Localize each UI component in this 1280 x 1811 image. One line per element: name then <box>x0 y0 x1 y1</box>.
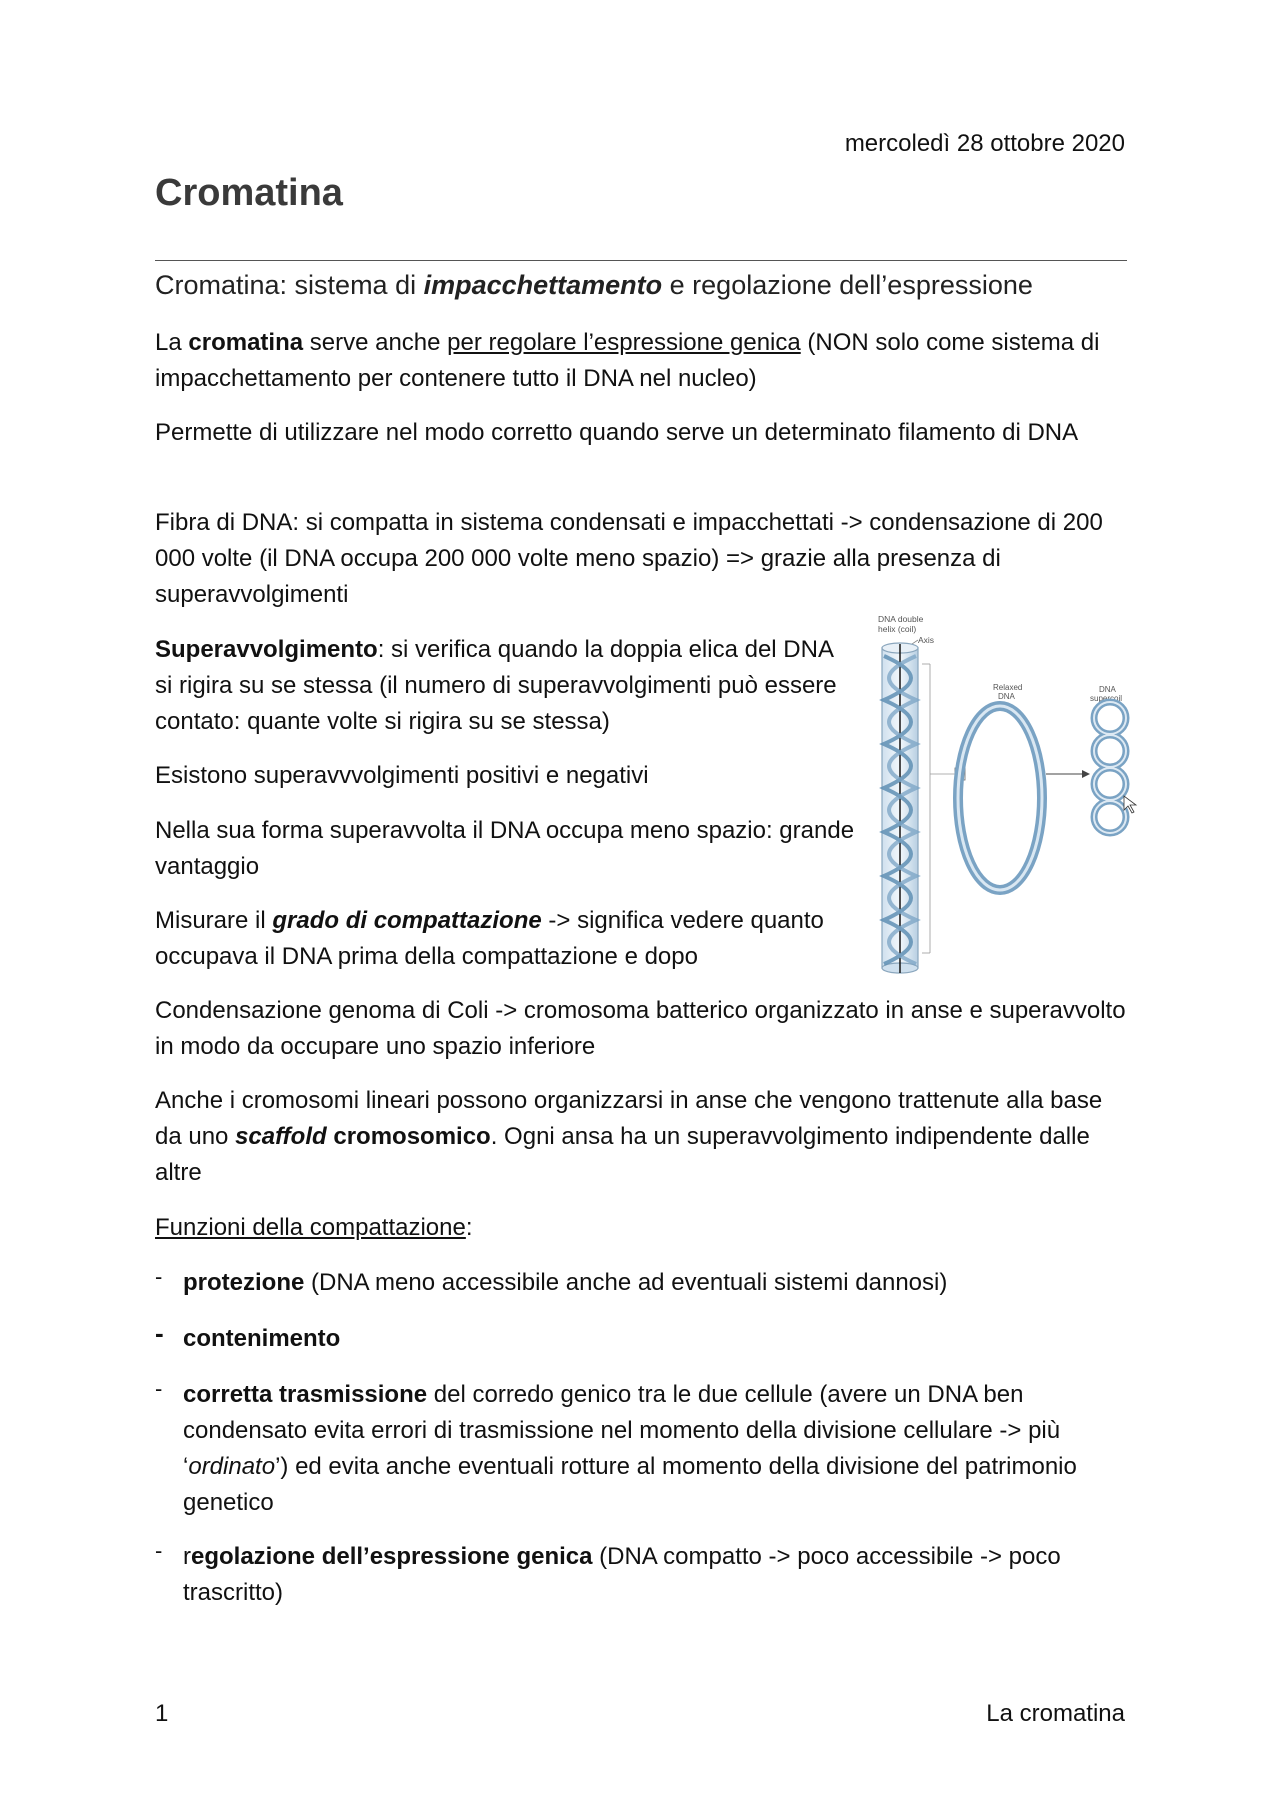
list-item-regolazione: regolazione dell’espressione genica (DNA compatto -> poco accessibile -> poco trascritto) <box>183 1543 1061 1606</box>
section-subtitle: Cromatina: sistema di impacchettamento e regolazione dell’espressione <box>155 270 1033 300</box>
paragraph-permette: Permette di utilizzare nel modo corretto quando serve un determinato filamento di DNA <box>155 419 1079 446</box>
paragraph-cromosomi-lineari: Anche i cromosomi lineari possono organizzarsi in anse che vengono trattenute alla base da uno scaffold cromosomico. Ogni ansa ha un superavvolgimento indipendente dalle altre <box>155 1087 1103 1186</box>
title-divider <box>155 260 1127 261</box>
list-item-trasmissione: corretta trasmissione del corredo genico tra le due cellule (avere un DNA ben condensato evita errori di trasmissione nel momento della divisione cellulare -> più ‘ordinato’) ed evita anche eventuali rotture al momento della divisione del patrimonio genetico <box>183 1381 1077 1516</box>
paragraph-esistono: Esistono superavvvolgimenti positivi e negativi <box>155 762 649 789</box>
page-number: 1 <box>155 1700 169 1727</box>
footer-title: La cromatina <box>986 1700 1125 1727</box>
date: mercoledì 28 ottobre 2020 <box>844 130 1125 157</box>
page-title: Cromatina <box>155 172 343 214</box>
paragraph-forma-superavvolta: Nella sua forma superavvolta il DNA occupa meno spazio: grande vantaggio <box>155 817 855 880</box>
dna-supercoil-figure <box>860 608 1140 978</box>
paragraph-fibra: Fibra di DNA: si compatta in sistema condensati e impacchettati -> condensazione di 200 000 volte (il DNA occupa 200 000 volte meno spazio) => grazie alla presenza di superavvolgimenti <box>155 509 1103 608</box>
paragraph-condensazione: Condensazione genoma di Coli -> cromosoma batterico organizzato in anse e superavvolto in modo da occupare uno spazio inferiore <box>155 997 1126 1060</box>
label-relaxed-dna: DNA <box>998 692 1015 701</box>
functions-heading: Funzioni della compattazione: <box>155 1214 473 1241</box>
list-bullet: - <box>155 1376 163 1401</box>
paragraph-superavvolgimento: Superavvolgimento: si verifica quando la doppia elica del DNA si rigira su se stessa (il numero di superavvolgimenti può essere contato: quante volte si rigira su se stessa) <box>155 636 837 735</box>
dna-supercoil <box>1094 702 1126 833</box>
label-axis: Axis <box>918 635 935 645</box>
paragraph-cromatina: La cromatina serve anche per regolare l’espressione genica (NON solo come sistema di impacchettamento per contenere tutto il DNA nel nucleo) <box>155 329 1100 392</box>
label-helix-coil: helix (coil) <box>878 624 917 634</box>
list-bullet: - <box>155 1264 163 1289</box>
list-bullet: - <box>155 1538 163 1563</box>
label-relaxed: Relaxed <box>993 683 1023 692</box>
list-item-contenimento: contenimento <box>183 1325 341 1352</box>
label-supercoil-dna: DNA <box>1099 685 1116 694</box>
label-double-helix: DNA double <box>878 614 924 624</box>
label-supercoil: supercoil <box>1090 694 1123 703</box>
paragraph-grado: Misurare il grado di compattazione -> significa vedere quanto occupava il DNA prima della compattazione e dopo <box>155 907 824 970</box>
list-bullet: - <box>155 1318 164 1348</box>
list-item-protezione: protezione (DNA meno accessibile anche ad eventuali sistemi dannosi) <box>183 1269 948 1296</box>
